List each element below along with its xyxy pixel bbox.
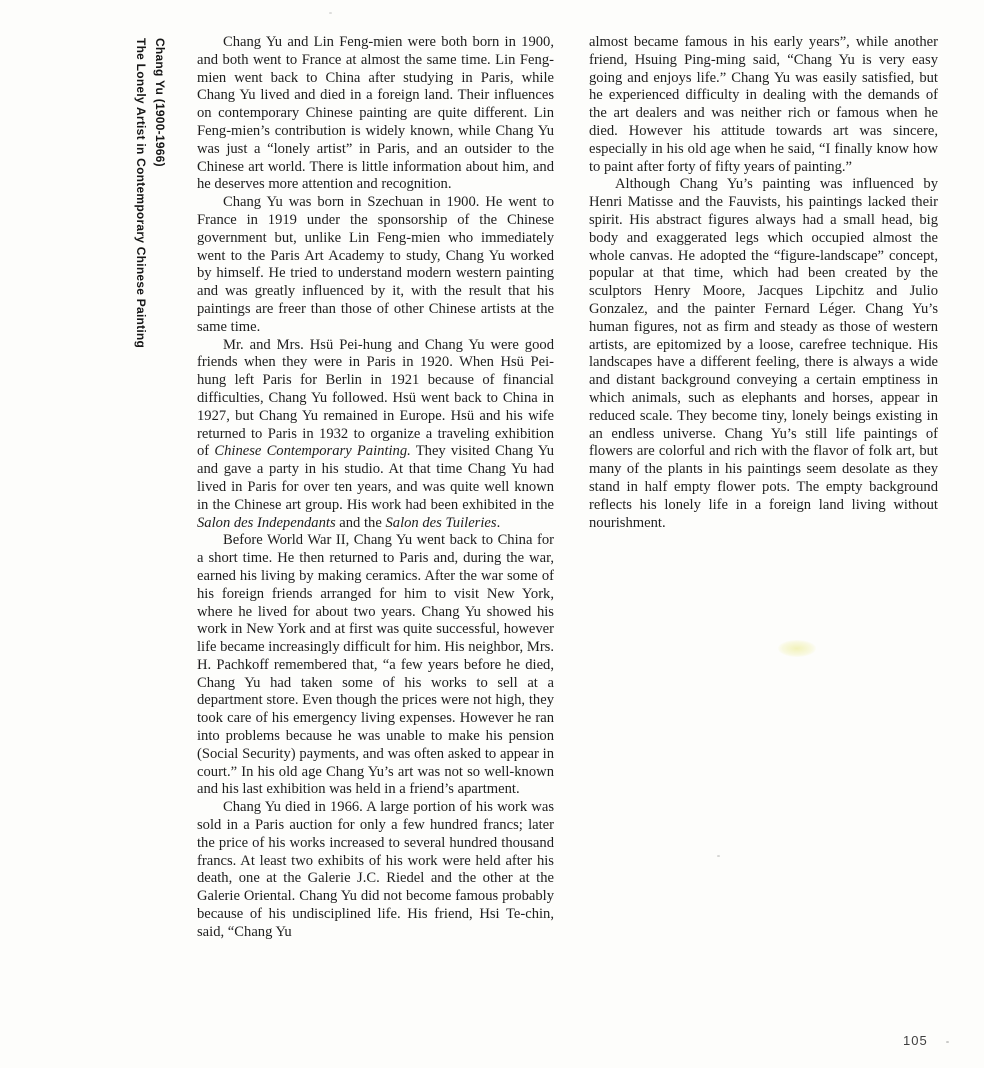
paper-speck <box>329 12 332 14</box>
paragraph <box>197 337 554 533</box>
text-segment: They visited Chang Yu and gave a party in his studio. At that time Chang Yu had lived in Paris for over ten years, and was quite well known in the Chinese art group. His work had been exhibited in the <box>197 443 554 513</box>
text-segment: and the <box>335 514 386 531</box>
chapter-sidebar-title <box>131 38 169 370</box>
paper-speck <box>717 855 720 857</box>
italic-text-segment: Salon des Tuileries <box>385 514 497 531</box>
left-column <box>197 34 554 942</box>
right-column <box>589 34 938 532</box>
sidebar-title-line1: Chang Yu (1900-1966) <box>153 38 167 167</box>
sidebar-title-line2: The Lonely Artist in Contemporary Chinese Painting <box>134 38 148 349</box>
text-segment: Chang Yu was born in Szechuan in 1900. He went to France in 1919 under the sponsorship of the Chinese government but, unlike Lin Feng-mien who immediately went to the Paris Art Academy to study, Chang Yu worked by himself. He tried to understand modern western painting and was greatly influenced by it, with the result that his paintings are freer than those of other Chinese artists at the same time. <box>197 194 554 335</box>
paragraph <box>197 532 554 799</box>
text-segment: Chang Yu died in 1966. A large portion of his work was sold in a Paris auction for only a few hundred francs; later the price of his works increased to several hundred thousand francs. At least two exhibits of his work were held after his death, one at the Galerie J.C. Riedel and the other at the Galerie Oriental. Chang Yu did not become famous probably because of his undisciplined life. His friend, Hsi Te-chin, said, “Chang Yu <box>197 799 554 940</box>
paper-speck <box>946 1041 949 1043</box>
text-segment: Mr. and Mrs. Hsü Pei-hung and Chang Yu were good friends when they were in Paris in 1920. When Hsü Pei-hung left Paris for Berlin in 1921 because of financial difficulties, Chang Yu followed. Hsü went back to China in 1927, but Chang Yu remained in Europe. Hsü and his wife returned to Paris in 1932 to organize a traveling exhibition of <box>197 336 554 460</box>
paragraph <box>589 34 938 176</box>
paragraph <box>197 799 554 941</box>
italic-text-segment: Salon des Independants <box>197 514 336 531</box>
paragraph <box>589 176 938 532</box>
paper-smudge-mark <box>778 640 816 657</box>
italic-text-segment: Chinese Contemporary Painting. <box>214 443 411 460</box>
paragraph <box>197 34 554 194</box>
paragraph <box>197 194 554 336</box>
text-segment: Although Chang Yu’s painting was influenced by Henri Matisse and the Fauvists, his paintings lacked their spirit. His abstract figures always had a small head, big body and exaggerated legs which occupied almost the whole canvas. He adopted the “figure-landscape” concept, popular at that time, which had been created by the sculptors Henry Moore, Jacques Lipchitz and Julio Gonzalez, and the painter Fernard Léger. Chang Yu’s human figures, not as firm and steady as those of western artists, are epitomized by a loose, carefree technique. His landscapes have a different feeling, there is always a wide and distant background conveying a certain emptiness in which animals, such as elephants and horses, appear in reduced scale. They become tiny, lonely beings existing in an endless universe. Chang Yu’s still life paintings of flowers are colorful and rich with the flavor of folk art, but many of the plants in his paintings seem desolate as they stand in half empty flower pots. The empty background reflects his lonely life in a foreign land living without nourishment. <box>589 176 938 531</box>
text-segment: Before World War II, Chang Yu went back to China for a short time. He then returned to Paris and, during the war, earned his living by making ceramics. After the war some of his foreign friends arranged for him to visit New York, where he lived for about two years. Chang Yu showed his work in New York and at first was quite successful, however life became increasingly difficult for him. His neighbor, Mrs. H. Pachkoff remembered that, “a few years before he died, Chang Yu had taken some of his works to sell at a department store. Even though the prices were not high, they took care of his emergency living expenses. However he ran into problems because he was unable to make his pension (Social Security) payments, and was often asked to appear in court.” In his old age Chang Yu’s art was not so well-known and his last exhibition was held in a friend’s apartment. <box>197 532 555 798</box>
text-segment: Chang Yu and Lin Feng-mien were both born in 1900, and both went to France at almost the same time. Lin Feng-mien went back to China after studying in Paris, while Chang Yu lived and died in a foreign land. Their influences on contemporary Chinese painting are quite different. Lin Feng-mien’s contribution is widely known, while Chang Yu was just a “lonely artist” in Paris, and an outsider to the Chinese art world. There is little information about him, and he deserves more attention and recognition. <box>197 34 554 193</box>
text-segment: . <box>496 514 501 531</box>
text-segment: almost became famous in his early years”, while another friend, Hsuing Ping-ming said, “Chang Yu is very easy going and enjoys life.” Chang Yu was easily satisfied, but he experienced difficulty in dealing with the demands of the art dealers and was neither rich or famous when he died. However his attitude towards art was sincere, especially in his old age when he said, “I finally know how to paint after forty of fifty years of painting.” <box>589 34 938 175</box>
page-number: 105 <box>903 1033 928 1048</box>
